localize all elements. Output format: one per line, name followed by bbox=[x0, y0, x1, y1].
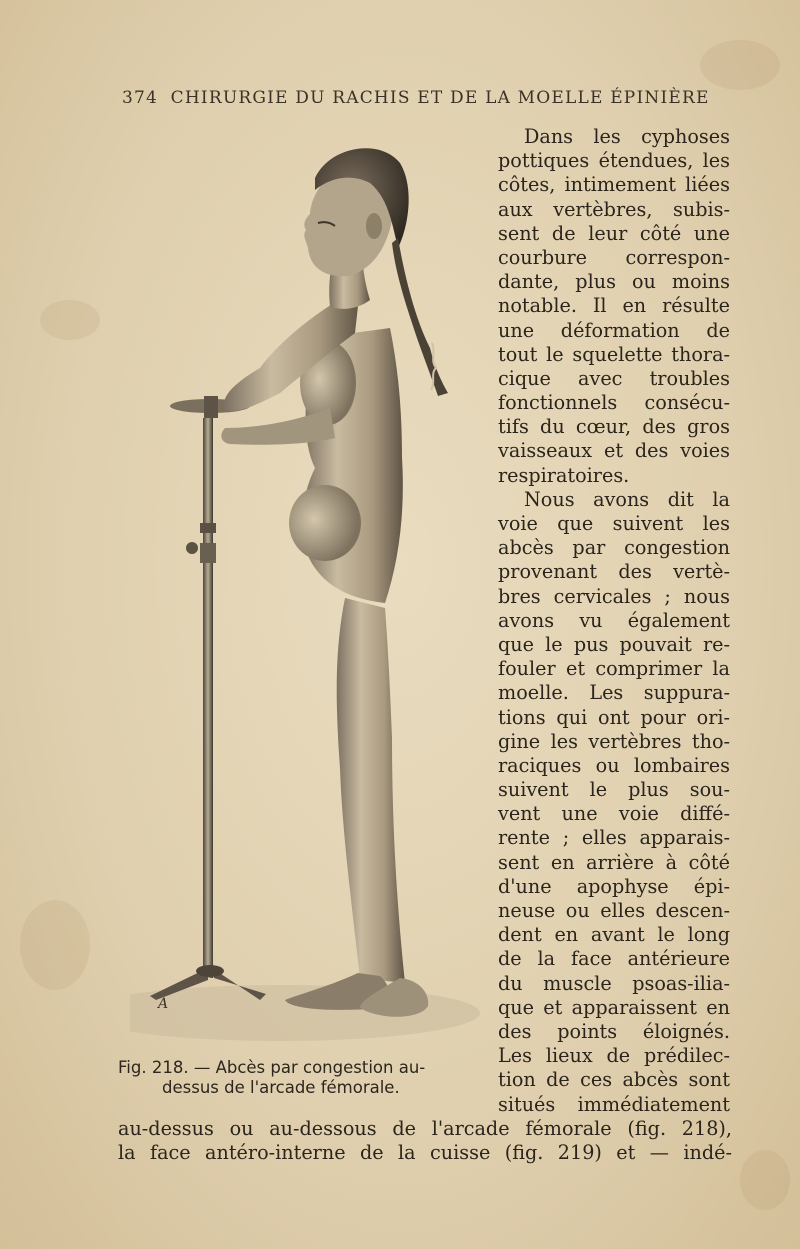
page-number: 374 bbox=[122, 88, 159, 108]
text-line: abcès par congestion bbox=[498, 536, 730, 560]
paper-stain bbox=[700, 40, 780, 90]
stand bbox=[150, 396, 266, 1000]
figure-218-illustration bbox=[130, 128, 490, 1048]
text-line: rente ; elles apparais- bbox=[498, 826, 730, 850]
paper-stain bbox=[40, 300, 100, 340]
text-line: que le pus pouvait re- bbox=[498, 632, 730, 656]
paper-stain bbox=[740, 1150, 790, 1210]
text-line: fouler et comprimer la bbox=[498, 657, 730, 681]
running-title: CHIRURGIE DU RACHIS ET DE LA MOELLE ÉPINIÈRE bbox=[170, 88, 710, 108]
text-line: avons vu également bbox=[498, 608, 730, 632]
figure-caption bbox=[118, 1058, 490, 1098]
text-line: côtes, intimement liées bbox=[498, 173, 730, 197]
text-line: aux vertèbres, subis- bbox=[498, 197, 730, 221]
text-line: situés immédiatement bbox=[498, 1092, 730, 1116]
text-line: vaisseaux et des voies bbox=[498, 439, 730, 463]
running-header bbox=[122, 88, 722, 108]
text-line: respiratoires. bbox=[498, 463, 630, 487]
caption-line-1: Fig. 218. — Abcès par congestion au- bbox=[118, 1058, 426, 1077]
text-line: tion de ces abcès sont bbox=[498, 1068, 730, 1092]
svg-text:A: A bbox=[158, 996, 169, 1012]
text-line: voie que suivent les bbox=[498, 512, 730, 535]
text-line: Dans les cyphoses bbox=[524, 125, 730, 148]
text-line: au-dessus ou au-dessous de l'arcade fémorale (fig. 218), bbox=[118, 1117, 732, 1140]
paper-stain bbox=[20, 900, 90, 990]
text-line: sent en arrière à côté bbox=[498, 850, 730, 874]
text-line: des points éloignés. bbox=[498, 1019, 730, 1043]
text-line: vent une voie diffé- bbox=[498, 802, 730, 826]
text-line: du muscle psoas-ilia- bbox=[498, 971, 730, 995]
text-line: neuse ou elles descen- bbox=[498, 899, 730, 922]
text-line: cique avec troubles bbox=[498, 366, 730, 390]
engraving-child-with-stand bbox=[130, 128, 490, 1048]
text-line: courbure correspon- bbox=[498, 245, 730, 269]
text-line: Nous avons dit la bbox=[524, 487, 730, 511]
text-line: tions qui ont pour ori- bbox=[498, 705, 730, 729]
text-column bbox=[498, 125, 730, 1117]
text-line: suivent le plus sou- bbox=[498, 778, 730, 802]
text-line: provenant des vertè- bbox=[498, 560, 730, 584]
text-line: bres cervicales ; nous bbox=[498, 584, 730, 608]
caption-line-2: dessus de l'arcade fémorale. bbox=[162, 1078, 400, 1097]
text-line: fonctionnels consécu- bbox=[498, 391, 730, 415]
text-line: moelle. Les suppura- bbox=[498, 681, 730, 705]
text-line: notable. Il en résulte bbox=[498, 294, 730, 318]
child-figure bbox=[221, 148, 448, 1017]
text-line: sent de leur côté une bbox=[498, 221, 730, 245]
text-line: de la face antérieure bbox=[498, 947, 730, 971]
text-line: tifs du cœur, des gros bbox=[498, 415, 730, 439]
text-line: d'une apophyse épi- bbox=[498, 874, 730, 898]
full-width-text bbox=[118, 1117, 732, 1165]
text-line: dante, plus ou moins bbox=[498, 270, 730, 294]
text-line: la face antéro-interne de la cuisse (fig. 219) et — indé- bbox=[118, 1141, 732, 1164]
text-line: dent en avant le long bbox=[498, 923, 730, 947]
text-line: pottiques étendues, les bbox=[498, 149, 730, 173]
text-line: une déformation de bbox=[498, 318, 730, 342]
text-line: raciques ou lombaires bbox=[498, 753, 730, 777]
text-line: Les lieux de prédilec- bbox=[498, 1044, 730, 1068]
text-line: que et apparaissent en bbox=[498, 995, 730, 1019]
text-line: tout le squelette thora- bbox=[498, 342, 730, 366]
text-line: gine les vertèbres tho- bbox=[498, 729, 730, 753]
